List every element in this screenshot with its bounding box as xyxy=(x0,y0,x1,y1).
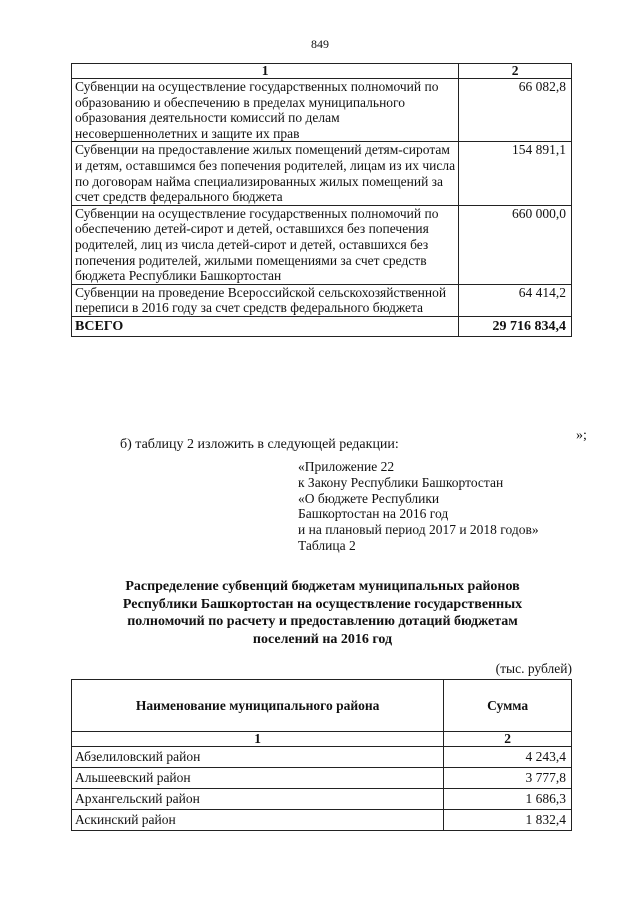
district-sum: 1 832,4 xyxy=(444,810,572,831)
row-description: Субвенции на предоставление жилых помещений детям-сиротам и детям, оставшимся без попечения родителей, лицам из их числа по договорам найма специализированных жилых помещений за счет средств федерального бюджета xyxy=(72,142,459,205)
table-row xyxy=(72,810,572,831)
row-value: 154 891,1 xyxy=(459,142,572,205)
title-line: Республики Башкортостан на осуществление государственных xyxy=(122,596,523,612)
total-value: 29 716 834,4 xyxy=(459,316,572,336)
district-name: Абзелиловский район xyxy=(72,747,444,768)
total-label: ВСЕГО xyxy=(72,316,459,336)
appendix-line: «О бюджете Республики xyxy=(298,490,440,506)
row-value: 64 414,2 xyxy=(459,284,572,316)
table-row xyxy=(72,789,572,810)
table-header-row xyxy=(72,680,572,732)
district-sum: 4 243,4 xyxy=(444,747,572,768)
table-row xyxy=(72,747,572,768)
appendix-line: к Закону Республики Башкортостан xyxy=(298,474,504,490)
table-row xyxy=(72,142,572,205)
column-number-row xyxy=(72,732,572,747)
page-number: 849 xyxy=(311,37,329,51)
column-header-2: 2 xyxy=(459,64,572,79)
appendix-line: Таблица 2 xyxy=(298,537,356,553)
districts-table xyxy=(71,679,572,831)
appendix-header xyxy=(298,459,539,554)
district-sum: 1 686,3 xyxy=(444,789,572,810)
district-name: Аскинский район xyxy=(72,810,444,831)
row-description: Субвенции на проведение Всероссийской сельскохозяйственной переписи в 2016 году за счет средств федерального бюджета xyxy=(72,284,459,316)
row-value: 66 082,8 xyxy=(459,79,572,142)
district-name: Альшеевский район xyxy=(72,768,444,789)
title-line: полномочий по расчету и предоставлению дотаций бюджетам xyxy=(127,614,518,629)
units-label: (тыс. рублей) xyxy=(495,661,572,676)
document-title xyxy=(72,578,573,648)
district-name: Архангельский район xyxy=(72,789,444,810)
column-header-1: 1 xyxy=(72,64,459,79)
subventions-table xyxy=(71,63,572,337)
table-row xyxy=(72,79,572,142)
column-number-1: 1 xyxy=(72,732,444,747)
title-line: Распределение субвенций бюджетам муниципальных районов xyxy=(125,579,520,594)
instruction-b: б) таблицу 2 изложить в следующей редакции: xyxy=(120,437,399,452)
header-sum: Сумма xyxy=(444,680,572,732)
district-sum: 3 777,8 xyxy=(444,768,572,789)
appendix-line: и на плановый период 2017 и 2018 годов» xyxy=(298,522,539,538)
title-line: поселений на 2016 год xyxy=(252,631,393,647)
table-row xyxy=(72,284,572,316)
row-description: Субвенции на осуществление государственных полномочий по образованию и обеспечению в пределах муниципального образования деятельности комиссий по делам несовершеннолетних и защите их прав xyxy=(72,79,459,142)
row-value: 660 000,0 xyxy=(459,205,572,284)
column-number-2: 2 xyxy=(444,732,572,747)
table-header-row xyxy=(72,64,572,79)
total-row xyxy=(72,316,572,336)
header-district-name: Наименование муниципального района xyxy=(72,680,444,732)
closing-quote: »; xyxy=(576,428,587,443)
table-row xyxy=(72,768,572,789)
appendix-line: «Приложение 22 xyxy=(298,459,395,474)
appendix-line: Башкортостан на 2016 год xyxy=(298,506,449,522)
row-description: Субвенции на осуществление государственных полномочий по обеспечению детей-сирот и детей, оставшихся без попечения родителей, лиц из числа детей-сирот и детей, оставшихся без попечения родителей, жилыми помещениями за счет средств бюджета Республики Башкортостан xyxy=(72,205,459,284)
table-row xyxy=(72,205,572,284)
